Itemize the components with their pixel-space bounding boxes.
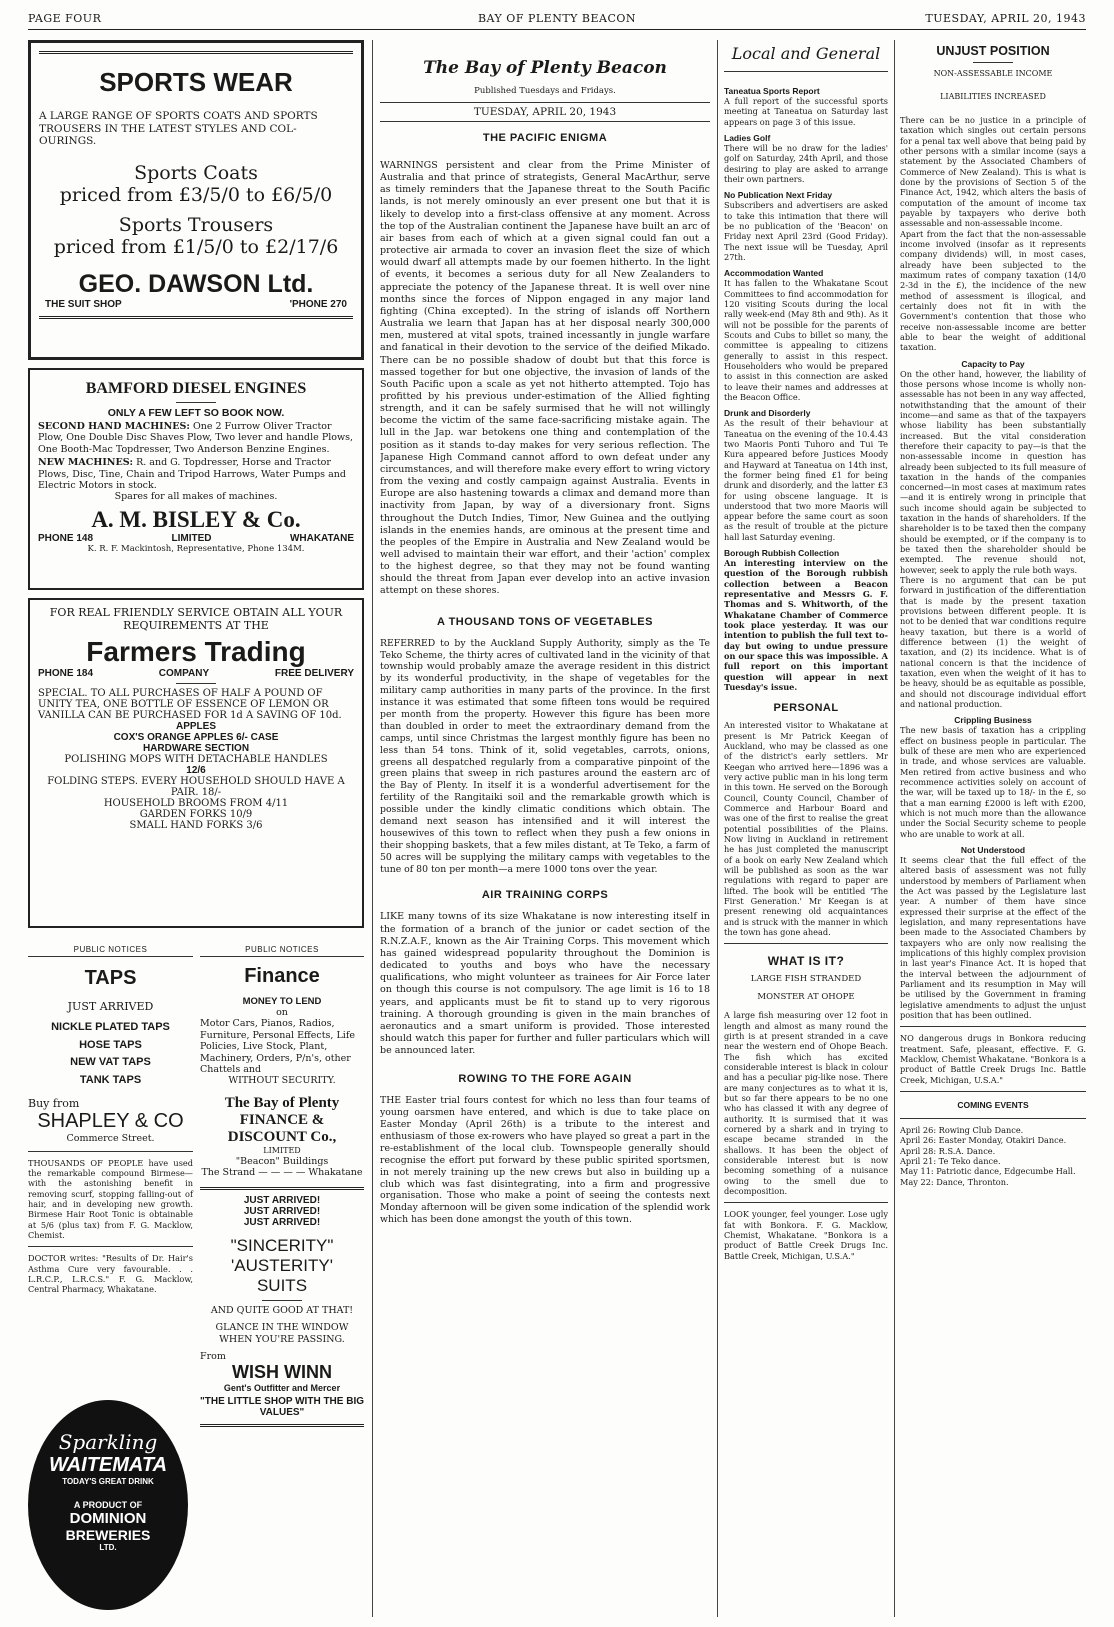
ad-line: JUST ARRIVED: [67, 1000, 154, 1013]
paper-title: The Bay of Plenty Beacon: [423, 58, 667, 78]
headline: THE PACIFIC ENIGMA: [482, 132, 608, 144]
headline: ROWING TO THE FORE AGAIN: [458, 1073, 632, 1086]
birmese-notice: THOUSANDS OF PEOPLE have used the remarkable compound Birmese—with the astonishing benefit in removing scurf, stopping falling-out of hair, and in developing new growth. Birmese Hair Root Tonic is obtainable at 5/6 (plus tax) from F. G. Macklow, Chemist.: [28, 1157, 193, 1241]
article-body: THE Easter trial fours contest for which no less than four teams of young oarsmen have entered, and which is due to take place on Easter Monday (April 26th) is a tribute to the interest and enthusiasm of those ex-rowers who have played so great a part in the re-establishment of the local club. Townspeople generally should recognise the effort put forward by these public spirited sportsmen, in not merely training up the new crews but also in building up a club which was fast disintegrating, into a firm and progressive organisation. Those who make a point of seeing the contests next Monday afternoon will be given some indication of the splendid work which has been done amongst the youth of this town.: [380, 1095, 710, 1226]
ad-town: WHAKATANE: [289, 532, 354, 544]
ad-line: HOUSEHOLD BROOMS FROM 4/11: [103, 798, 289, 809]
doctor-notice: DOCTOR writes: "Results of Dr. Hair's Asthma Cure very favourable. . . L.R.C.P., L.R.C.S." F. G. Macklow, Central Pharmacy, Whakatane.: [28, 1253, 193, 1295]
subheading: LIABILITIES INCREASED: [940, 92, 1046, 101]
ad-text: One 2 Furrow Oliver Tractor Plow, One Double Disc Shaves Plow, Two lever and handle Plows, One Booth-Mac Topdresser, Two Anderson Benzine Engines.: [38, 421, 353, 455]
ad-line: JUST ARRIVED!: [243, 1194, 321, 1206]
ad-line: "SINCERITY": [230, 1235, 334, 1255]
headline: PERSONAL: [773, 702, 839, 715]
ad-brand: WISH WINN: [232, 1362, 332, 1383]
ad-brand: A. M. BISLEY & Co.: [91, 506, 301, 532]
bamford-ad: [28, 368, 364, 590]
event-item: April 26: Easter Monday, Otakiri Dance.: [900, 1135, 1067, 1146]
ad-shop: THE SUIT SHOP: [45, 298, 122, 310]
ad-line: HARDWARE SECTION: [142, 743, 250, 754]
headline: WHAT IS IT?: [767, 954, 845, 969]
paragraph: It has fallen to the Whakatane Scout Committees to find accommodation for 120 visiting Scouts during the local rally week-end (May 8th and 9th). As it will not be possible for the parents of Scouts and Cubs to billet so many, the committee is appealing to citizens generally to assist in this respect. Householders who would be prepared to assist in this connection are asked to leave their names and addresses at the Beacon Office.: [724, 278, 888, 402]
article-body: REFERRED to by the Auckland Supply Authority, simply as the Te Teko Scheme, the thirty acres of cultivated land in the vicinity of that township would probably amaze the average resident in this district by its wonderful productivity, in the shape of vegetables for the military camp authorities in many parts of the province. In the first instance it was estimated that some fifteen tons would be required per month from the property. However this figure has been more than doubled in order to meet the extraordinary demand from the camps, until since Christmas the largest monthly figure has been no less than 54 tons. Think of it, solid vegetables, carrots, onions, greens all despatched regularly from a comparative pinpoint of the green plains that sweep in rich pastures around the eastern arc of the Bay of Plenty. In itself it is a wonderful advertisement for the fertility of the Rangitaiki soil and the remarkable growth which is possible under the kindly climatic conditions which obtain. The demand next season has intensified and it will interest the housewives of this town to reflect when they push a few onions in their shopping baskets, that a few miles distant, at Te Teko, a farm of 50 acres will be supplying the military camps with vegetables to the tune of 80 ton per month—a mere 1000 tons over the year.: [380, 637, 710, 875]
bonkora-notice: NO dangerous drugs in Bonkora reducing treatment. Safe, pleasant, effective. F. G. Macklow, Chemist Whakatane. "Bonkora is a product of Battle Creek Drugs Inc. Battle Creek, Michigan, U.S.A.": [900, 1033, 1086, 1085]
subheading: NON-ASSESSABLE INCOME: [933, 69, 1053, 78]
headline: A THOUSAND TONS OF VEGETABLES: [437, 615, 653, 628]
ad-street: Commerce Street.: [66, 1133, 155, 1145]
ad-line: JUST ARRIVED!: [243, 1205, 321, 1217]
subheading: Borough Rubbish Collection: [724, 548, 840, 559]
subheading: Capacity to Pay: [961, 358, 1025, 369]
issue-date: TUESDAY, APRIL 20, 1943: [925, 12, 1086, 25]
logo-text: A PRODUCT OF: [73, 1500, 143, 1510]
paragraph: A large fish measuring over 12 foot in length and almost as many round the girth is at present stranded in a cave near the western end of Ohope Beach. The fish which has excited considerable interest is black in colour and has a peculiar pig-like nose. There are many conjectures as to what it is, but so far there appears to be no one who has classed it with any degree of authority. It is surmised that it was cornered by a shark and in trying to escape became stranded in the shallows. It has been the object of considerable interest but is now becoming something of a nuisance owing to the smell due to decomposition.: [724, 1010, 888, 1196]
ad-brand: The Bay of Plenty FINANCE & DISCOUNT Co.,: [224, 1094, 340, 1146]
ad-line: WITHOUT SECURITY.: [228, 1075, 336, 1087]
ad-line: Buy from: [28, 1097, 80, 1111]
ad-line: COX'S ORANGE APPLES 6/- CASE: [113, 732, 279, 743]
headline: AIR TRAINING CORPS: [481, 889, 609, 902]
event-item: May 11: Patriotic dance, Edgecumbe Hall.: [900, 1166, 1076, 1177]
editorial-column: [380, 40, 710, 1617]
event-item: April 28: R.S.A. Dance.: [900, 1145, 996, 1156]
ad-line: SUITS: [256, 1275, 308, 1295]
local-column: [724, 40, 888, 1617]
ad-line: POLISHING MOPS WITH DETACHABLE HANDLES: [64, 754, 328, 765]
unjust-column: [900, 40, 1086, 1617]
ad-line: AND QUITE GOOD AT THAT!: [210, 1304, 354, 1316]
paragraph: The new basis of taxation has a crippling effect on business people in particular. The bulk of these are men who are experienced in trade, and whose services are valuable. Men retired from active business and who recommence activities solely on account of the war, will be taxed up to 18/- in the £, so that a man earning £2000 is left with £200, which is not much more than the allowance under the Social Security scheme to people who are unable to work at all.: [900, 725, 1086, 839]
event-item: April 26: Rowing Club Dance.: [900, 1124, 1024, 1135]
article-body: WARNINGS persistent and clear from the Prime Minister of Australia and that prince of strategists, General MacArthur, serve as timely reminders that the Japanese threat to the South Pacific lands, is not merely ominously an ever present one but that it is likely to develop into a first-class offensive at any moment. Across the top of the Australian continent the Japanese have built an arc of air bases from each of which at a given signal could fan out a protective air armada to cover an invasion fleet the size of which would dwarf all attempts made by our foemen hitherto. In the light of events, it becomes a serious duty for all New Zealanders to appreciate the potency of the Japanese threat. It is well over nine months since the forces of Nippon engaged in any major land fighting (China excepted). In the string of islands off Northern Australia we learn that Japan has at her disposal nearly 300,000 men, mustered at vital spots, trained incessantly in jungle warfare and fanatical in their devotion to the service of the deified Mikado. There can be no possible shadow of doubt but that this force is massed together for but one objective, the invasion of lands of the South Pacific upon a scale as yet not hitherto attempted. Tojo has profitted by his previous under-estimation of the Allied fighting strength, and it can be safely surmised that he will not willingly become the victim of the same face-sacrificing mistake again. The lull in the Jap. war betokens one thing and contemplation of the position as it stands to-day makes for very serious reflection. The Japanese High Command cannot afford to own defeat under any circumstances, and will therefore make every effort to wring victory from the vexing and costly campaign against Australia. Events in Europe are also hastening towards a climax and demand more than inactivity from Japan, by way of a diversionary front. Signs throughout the Dutch Indies, Timor, New Guinea and the outlying islands in the enemies hands, are ominous at the present time and the peoples of the Empire in Australia and New Zealand would be well advised to maintain their war effort, and their 'action' complex to the highest degree, so that they may not be found wanting should the threat from Japan ever develop into an active invasion attempt on these shores.: [380, 160, 710, 597]
ad-line: "Beacon" Buildings: [235, 1156, 329, 1168]
farmers-trading-ad: [28, 598, 364, 928]
paragraph: It seems clear that the full effect of the altered basis of assessment was not fully understood by members of Parliament when the Act was passed by the Legislature last year. A number of them have since expressed their surprise at the effect of the legislation, and many representations have been made to the Associated Chambers by taxpayers who are only now realising the implications of this highly complex provision in last year's Finance Act. It is hoped that the interval between the adjournment of Parliament and its resumption in May will be utilised by the Government in framing legislative amendments to adjust the unjust position that has been outlined.: [900, 854, 1086, 1020]
ad-label: SECOND HAND MACHINES:: [38, 421, 190, 432]
ad-line: APPLES: [175, 721, 216, 732]
logo-text: WAITEMATA: [48, 1454, 168, 1476]
publication-note: Published Tuesdays and Fridays.: [474, 86, 616, 96]
section-title: Local and General: [724, 44, 888, 72]
ad-line: priced from £1/5/0 to £2/17/6: [53, 235, 339, 258]
ad-line: GARDEN FORKS 10/9: [139, 809, 253, 820]
bonkora-notice: LOOK younger, feel younger. Lose ugly fat with Bonkora. F. G. Macklow, Chemist, Whakatane. "Bonkora is a product of Battle Creek Drugs Inc. Battle Creek, Michigan, U.S.A.": [724, 1209, 888, 1261]
paragraph: A full report of the successful sports meeting at Taneatua on Saturday last appears on page 3 of this issue.: [724, 96, 888, 127]
paragraph: An interested visitor to Whakatane at present is Mr Patrick Keegan of Auckland, who may be classed as one of the district's early settlers. Mr Keegan who arrived here—1896 was a very active public man in his long term in this town. He served on the Borough Council, County Council, Chamber of Commerce and Harbour Board and was one of the first to realise the great potential possibilities of the Plains. Now living in Auckland in retirement he has just completed the manuscript of a book on early New Zealand which will be published as soon as the war regulations with regard to paper are lifted. The book will be entitled 'The First Generation.' Mr Keegan is at present renewing old acquaintances and is struck with the manner in which the town has gone ahead.: [724, 720, 888, 937]
sports-wear-ad: [28, 40, 364, 360]
ad-limited: LIMITED: [171, 532, 212, 544]
editorial-date: TUESDAY, APRIL 20, 1943: [380, 102, 710, 122]
section-label: PUBLIC NOTICES: [200, 945, 364, 957]
event-item: May 22: Dance, Thronton.: [900, 1176, 1009, 1187]
ad-intro: FOR REAL FRIENDLY SERVICE OBTAIN ALL YOUR REQUIREMENTS AT THE: [49, 606, 343, 632]
ad-phone: PHONE 148: [38, 532, 94, 544]
ad-label: NEW MACHINES:: [38, 457, 134, 469]
ad-item: NICKLE PLATED TAPS: [51, 1021, 170, 1033]
ad-title: SPORTS WEAR: [99, 67, 293, 97]
ad-line: From: [200, 1351, 226, 1363]
subheading: COMING EVENTS: [957, 1099, 1029, 1110]
ad-line: Gent's Outfitter and Mercer: [223, 1383, 341, 1394]
logo-text: TODAY'S GREAT DRINK: [62, 1477, 154, 1486]
event-item: April 21: Te Teko dance.: [900, 1155, 1001, 1166]
paragraph: As the result of their behaviour at Taneatua on the evening of the 10.4.43 two Maoris Ponti Tuhoro and Tui Te Kura appeared before Justices Moody and Hayward at Taneatua on 14th inst, the former being fined £1 for being drunk and disorderly, and the latter £3 for using obscene language. It is understood that two more Maoris will appear before the same court as soon as the result of trouble at the picture hall last Saturday evening.: [724, 418, 888, 542]
waitemata-logo: [28, 1400, 188, 1610]
paragraph: Subscribers and advertisers are asked to take this intimation that there will be no publication of the 'Beacon' on Friday next April 23rd (Good Friday). The next issue will be Tuesday, April 27th.: [724, 200, 888, 262]
logo-text: BREWERIES: [65, 1527, 151, 1543]
ad-title: BAMFORD DIESEL ENGINES: [85, 380, 307, 397]
ad-line: FOLDING STEPS. EVERY HOUSEHOLD SHOULD HAVE A PAIR. 18/-: [47, 776, 345, 798]
ad-line: GLANCE IN THE WINDOW WHEN YOU'RE PASSING.: [215, 1322, 349, 1345]
paragraph: Apart from the fact that the non-assessable income involved (insofar as it represents company dividends) will, in most cases, already have been subjected to the maximum rates of company taxation (14/0 2-3d in the £), the incidence of the new method of assessment is illogical, and certainly does not fit in with the Government's contention that those who receive non-assessable income are better able to bear the weight of additional taxation.: [900, 228, 1086, 353]
subheading: Not Understood: [960, 844, 1026, 855]
ad-phone: 'PHONE 270: [289, 298, 347, 310]
ad-title: TAPS: [84, 967, 137, 989]
ad-line: 12/6: [186, 765, 206, 776]
ad-brand: GEO. DAWSON Ltd.: [78, 269, 314, 298]
ad-company: COMPANY: [158, 668, 210, 679]
coming-events-list: [900, 1125, 1086, 1187]
ad-special: SPECIAL. TO ALL PURCHASES OF HALF A POUND OF UNITY TEA, ONE BOTTLE OF ESSENCE OF LEMON OR VANILLA CAN BE PURCHASED FOR 1d A SAVING OF 10d.: [38, 688, 342, 721]
subheading: Ladies Golf: [724, 132, 771, 143]
page-number: PAGE FOUR: [28, 12, 102, 25]
ad-slogan: "THE LITTLE SHOP WITH THE BIG VALUES": [200, 1396, 364, 1419]
ad-brand: Farmers Trading: [86, 636, 306, 667]
paragraph: There can be no justice in a principle of taxation which singles out certain persons for a penal tax well above that being paid by other persons with a similar income (says a statement by the Associated Chambers of Commerce of New Zealand). This is what is done by the provisions of Section 5 of the Finance Act, 1942, which alters the basis of computation of the amount of income tax payable by taxpayers who derive both assessable and non-assessable income.: [900, 115, 1086, 229]
subheading: MONSTER AT OHOPE: [757, 992, 855, 1003]
paragraph: An interesting interview on the question of the Borough rubbish collection between a Beacon representative and Messrs G. F. Thomas and S. Whitworth, of the Whakatane Chamber of Commerce took place yesterday. It was our intention to publish the full text to-day but owing to undue pressure on our space this was impossible. A full report on this important question will appear in next Tuesday's issue.: [724, 558, 888, 693]
masthead: [28, 8, 1086, 30]
ad-text: R. and G. Topdresser, Horse and Tractor Plows, Disc, Tine, Chain and Tripod Harrows, Water Pumps and Electric Motors in stock.: [38, 457, 346, 491]
ad-line: The Strand — — — — Whakatane: [201, 1167, 363, 1179]
ad-phone: PHONE 184: [38, 668, 94, 679]
ad-text: Spares for all makes of machines.: [114, 491, 278, 503]
ad-line: 'AUSTERITY': [231, 1255, 333, 1275]
ad-item: HOSE TAPS: [79, 1038, 142, 1051]
logo-text: LTD.: [99, 1543, 117, 1552]
ad-line: LIMITED: [263, 1146, 301, 1156]
ads-column: [28, 40, 364, 1617]
paper-name: BAY OF PLENTY BEACON: [477, 12, 637, 25]
ad-line: MONEY TO LEND: [242, 996, 322, 1007]
paragraph: There is no argument that can be put forward in justification of the differentiation that is made by the present taxation provisions between different people. It is not to be denied that war conditions require heavy taxation, but there is a world of difference between (1) the weight of taxation, and (2) its incidence. What is of national concern is that the incidence of taxation, even when the weight of it has to be heavy, should be as equitable as possible, and should not discourage individual effort and national production.: [900, 575, 1086, 710]
ad-text: Motor Cars, Pianos, Radios, Furniture, Personal Effects, Life Policies, Live Stock, Plant, Machinery, Orders, P/n's, other Chattels and: [200, 1018, 355, 1075]
ad-line: SMALL HAND FORKS 3/6: [129, 820, 263, 831]
subheading: Accommodation Wanted: [724, 268, 824, 279]
paragraph: On the other hand, however, the liability of those persons whose income is wholly non-assessable has not been in any way affected, notwithstanding that the amount of their income—and same as that of the taxpayers whose liability has been substantially increased. But the vital consideration therefore their capacity to pay—is that the non-assessable income in question has already been subjected to its full measure of taxation in the hands of the companies concerned—in most cases at maximum rates—and it is entirely wrong in principle that such income should again be subjected to taxation in the hands of shareholders. If the shareholder is to be taxed then the company should be exempted, or if the company is to be taxed then the shareholder should be exempted. The revenue should not, however, seek to apply the rule both ways.: [900, 368, 1086, 575]
ad-brand: SHAPLEY & CO: [37, 1110, 184, 1133]
ad-title: Finance: [244, 965, 320, 987]
subheading: Crippling Business: [954, 715, 1032, 726]
ad-item: TANK TAPS: [79, 1073, 142, 1086]
notices-right: [200, 945, 364, 1432]
notices-left: [28, 945, 193, 1295]
subheading: No Publication Next Friday: [724, 190, 833, 201]
ad-line: on: [276, 1007, 288, 1018]
logo-text: Sparkling: [58, 1430, 158, 1454]
ad-line: Sports Trousers: [118, 213, 274, 236]
subheading: Taneatua Sports Report: [724, 86, 820, 96]
headline: UNJUST POSITION: [936, 44, 1050, 58]
paragraph: There will be no draw for the ladies' golf on Saturday, 24th April, and those desiring to play are asked to arrange their own partners.: [724, 142, 888, 184]
ad-delivery: FREE DELIVERY: [274, 668, 354, 679]
ad-intro: A LARGE RANGE OF SPORTS COATS AND SPORTS TROUSERS IN THE LATEST STYLES AND COL-OURINGS.: [39, 110, 318, 148]
section-label: PUBLIC NOTICES: [28, 945, 193, 957]
subheading: Drunk and Disorderly: [724, 408, 811, 419]
ad-lead: ONLY A FEW LEFT SO BOOK NOW.: [107, 407, 285, 419]
logo-text: DOMINION: [69, 1510, 147, 1527]
ad-line: priced from £3/5/0 to £6/5/0: [59, 183, 333, 206]
article-body: LIKE many towns of its size Whakatane is now interesting itself in the formation of a branch of the junior or cadet section of the R.N.Z.A.F., known as the Air Training Corps. This movement which has gained widespread popularity throughout the Dominion is dedicated to youths and boys who have the necessary qualifications, who might volunteer as trainees for Air Force later on though this course is not compulsory. The age limit is 16 to 18 years, and applicants must be fit to stand up to very rigorous training. A thorough grounding is given in the main branches of aeronautics and a smart uniform is provided. Those interested should watch this paper for further and fuller particulars which will be announced later.: [380, 911, 710, 1057]
ad-item: NEW VAT TAPS: [70, 1056, 151, 1069]
subheading: LARGE FISH STRANDED: [750, 974, 862, 985]
ad-rep: K. R. F. Mackintosh, Representative, Phone 134M.: [87, 543, 305, 554]
ad-line: Sports Coats: [134, 161, 258, 184]
ad-line: JUST ARRIVED!: [243, 1216, 321, 1228]
